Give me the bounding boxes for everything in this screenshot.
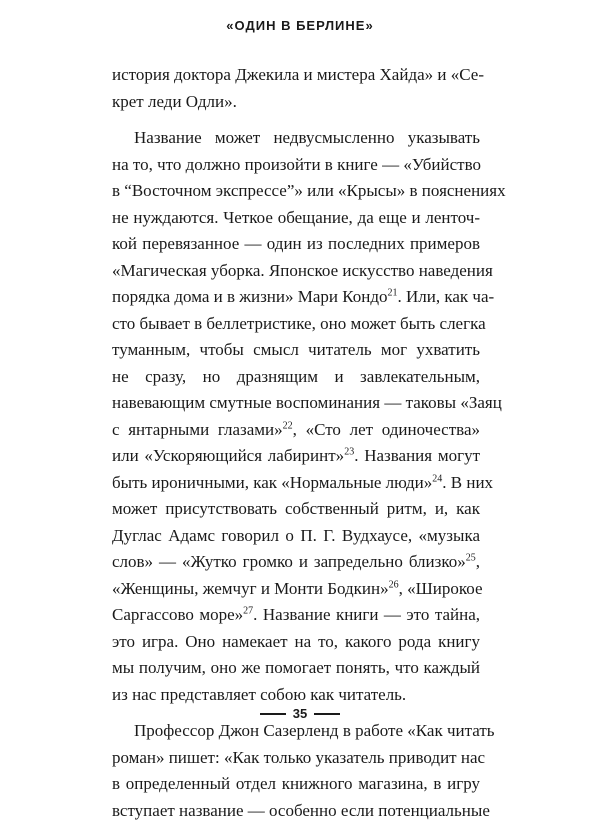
line-text: «Магическая уборка. Японское искусство наведения <box>112 261 493 280</box>
line-text: Название может недвусмысленно указывать <box>134 128 480 147</box>
text-line <box>112 390 480 417</box>
line-text-tail: , <box>476 552 480 571</box>
text-line <box>112 629 480 656</box>
page-number-value: 35 <box>293 706 307 721</box>
line-text: крет леди Одли». <box>112 92 237 111</box>
line-text: не сразу, но дразнящим и завлекательным, <box>112 367 480 386</box>
footnote-ref: 26 <box>389 579 399 590</box>
line-text: в “Восточном экспрессе”» или «Крысы» в пояснениях <box>112 181 506 200</box>
line-text: Дуглас Адамс говорил о П. Г. Вудхаусе, «музыка <box>112 526 480 545</box>
line-text-tail: . Название книги — это тайна, <box>253 605 480 624</box>
line-text: история доктора Джекила и мистера Хайда» и «Се- <box>112 65 484 84</box>
line-text: «Женщины, жемчуг и Монти Бодкин» <box>112 579 389 598</box>
line-text: может присутствовать собственный ритм, и, как <box>112 499 480 518</box>
line-text: навевающим смутные воспоминания — таковы «Заяц <box>112 393 502 412</box>
running-head: «ОДИН В БЕРЛИНЕ» <box>0 18 600 33</box>
line-text: порядка дома и в жизни» Мари Кондо <box>112 287 388 306</box>
line-text: из нас представляет собою как читатель. <box>112 685 406 704</box>
text-line <box>112 523 480 550</box>
text-line <box>112 718 480 745</box>
line-text-tail: , «Сто лет одиночества» <box>293 420 480 439</box>
line-text: роман» пишет: «Как только указатель приводит нас <box>112 748 485 767</box>
text-line <box>112 417 480 444</box>
text-line <box>112 549 480 576</box>
line-text: в определенный отдел книжного магазина, в игру <box>112 774 480 793</box>
line-text: не нуждаются. Четкое обещание, да еще и ленточ- <box>112 208 480 227</box>
folio-dash-left <box>260 713 286 715</box>
line-text: слов» — «Жутко громко и запредельно близко» <box>112 552 466 571</box>
line-text: или «Ускоряющийся лабиринт» <box>112 446 344 465</box>
footnote-ref: 23 <box>344 446 354 457</box>
text-line <box>112 311 480 338</box>
line-text: туманным, чтобы смысл читатель мог ухватить <box>112 340 480 359</box>
line-text-tail: . В них <box>442 473 493 492</box>
footnote-ref: 25 <box>466 552 476 563</box>
text-line <box>112 258 480 285</box>
text-line <box>112 364 480 391</box>
footnote-ref: 24 <box>432 473 442 484</box>
line-text-tail: , «Широкое <box>399 579 483 598</box>
footnote-ref: 22 <box>283 420 293 431</box>
line-text: это игра. Оно намекает на то, какого рода книгу <box>112 632 480 651</box>
folio-dash-right <box>314 713 340 715</box>
text-line <box>112 443 480 470</box>
line-text: с янтарными глазами» <box>112 420 283 439</box>
text-line <box>112 496 480 523</box>
text-line <box>112 284 480 311</box>
text-line <box>112 178 480 205</box>
text-line <box>112 89 480 116</box>
text-line <box>112 576 480 603</box>
text-line <box>112 231 480 258</box>
text-line <box>112 470 480 497</box>
line-text: Саргассово море» <box>112 605 243 624</box>
text-line <box>112 125 480 152</box>
text-line <box>112 682 480 709</box>
line-text: кой перевязанное — один из последних примеров <box>112 234 480 253</box>
line-text-tail: . Названия могут <box>354 446 480 465</box>
line-text-tail: . Или, как ча- <box>398 287 495 306</box>
footnote-ref: 27 <box>243 605 253 616</box>
text-line <box>112 205 480 232</box>
page-number <box>0 706 600 721</box>
text-line <box>112 655 480 682</box>
footnote-ref: 21 <box>388 287 398 298</box>
line-text: на то, что должно произойти в книге — «Убийство <box>112 155 481 174</box>
line-text: быть ироничными, как «Нормальные люди» <box>112 473 432 492</box>
text-line <box>112 337 480 364</box>
line-text: вступает название — особенно если потенциальные <box>112 801 490 820</box>
text-line <box>112 602 480 629</box>
text-line <box>112 152 480 179</box>
text-line <box>112 745 480 772</box>
line-text: Профессор Джон Сазерленд в работе «Как читать <box>134 721 495 740</box>
line-text: мы получим, оно же помогает понять, что каждый <box>112 658 480 677</box>
line-text: сто бывает в беллетристике, оно может быть слегка <box>112 314 486 333</box>
text-line <box>112 62 480 89</box>
text-line <box>112 771 480 798</box>
text-line <box>112 798 480 824</box>
